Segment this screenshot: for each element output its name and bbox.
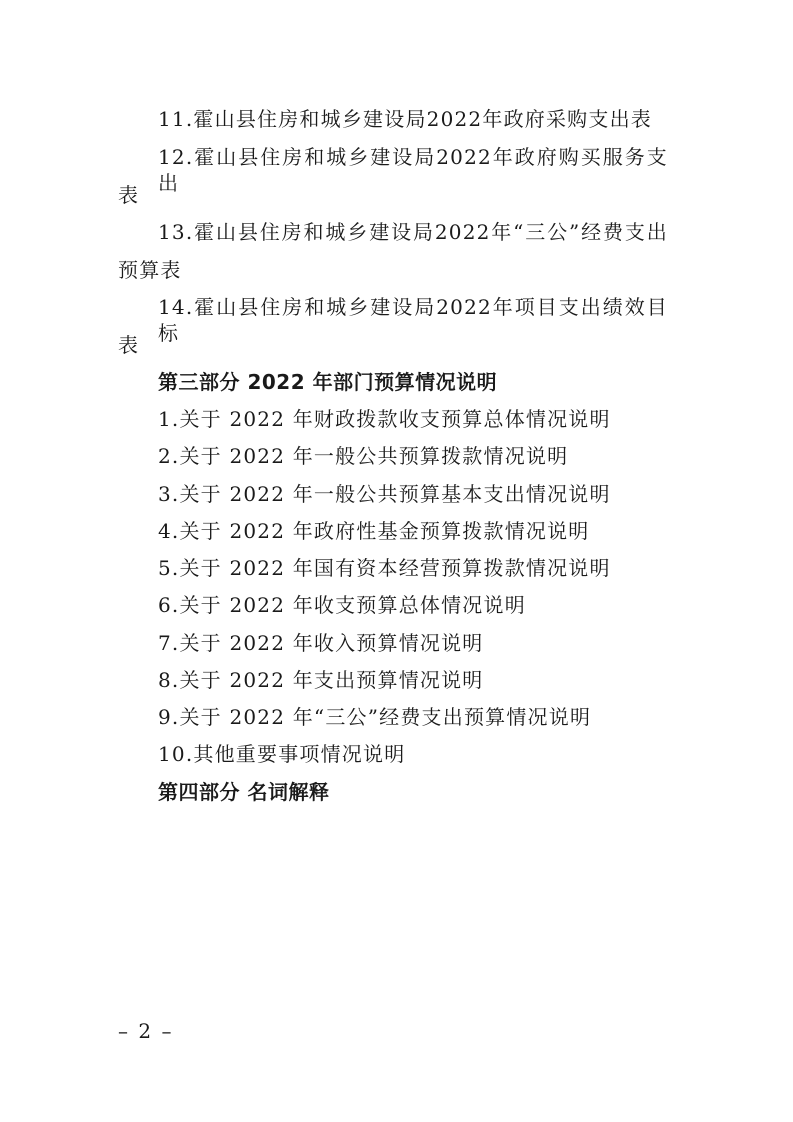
list-item-14: 14.霍山县住房和城乡建设局2022年项目支出绩效目标	[158, 295, 668, 345]
list-item-12-continuation: 表	[118, 183, 140, 207]
part4-heading: 第四部分 名词解释	[158, 780, 330, 804]
list-item-13: 13.霍山县住房和城乡建设局2022年“三公”经费支出	[158, 220, 668, 244]
list-item-11: 11.霍山县住房和城乡建设局2022年政府采购支出表	[158, 107, 652, 131]
part3-item-7: 7.关于 2022 年收入预算情况说明	[158, 631, 484, 655]
part3-item-4: 4.关于 2022 年政府性基金预算拨款情况说明	[158, 519, 590, 543]
part3-item-9: 9.关于 2022 年“三公”经费支出预算情况说明	[158, 705, 592, 729]
part3-item-2: 2.关于 2022 年一般公共预算拨款情况说明	[158, 444, 569, 468]
part3-item-5: 5.关于 2022 年国有资本经营预算拨款情况说明	[158, 556, 611, 580]
list-item-12: 12.霍山县住房和城乡建设局2022年政府购买服务支出	[158, 145, 668, 195]
part3-item-1: 1.关于 2022 年财政拨款收支预算总体情况说明	[158, 407, 611, 431]
part3-item-8: 8.关于 2022 年支出预算情况说明	[158, 668, 484, 692]
part3-item-6: 6.关于 2022 年收支预算总体情况说明	[158, 593, 526, 617]
part3-item-3: 3.关于 2022 年一般公共预算基本支出情况说明	[158, 482, 611, 506]
part3-item-10: 10.其他重要事项情况说明	[158, 742, 406, 766]
page-number: – 2 –	[118, 1019, 174, 1043]
list-item-14-continuation: 表	[118, 333, 140, 357]
part3-heading: 第三部分 2022 年部门预算情况说明	[158, 370, 498, 394]
list-item-13-continuation: 预算表	[118, 258, 182, 282]
